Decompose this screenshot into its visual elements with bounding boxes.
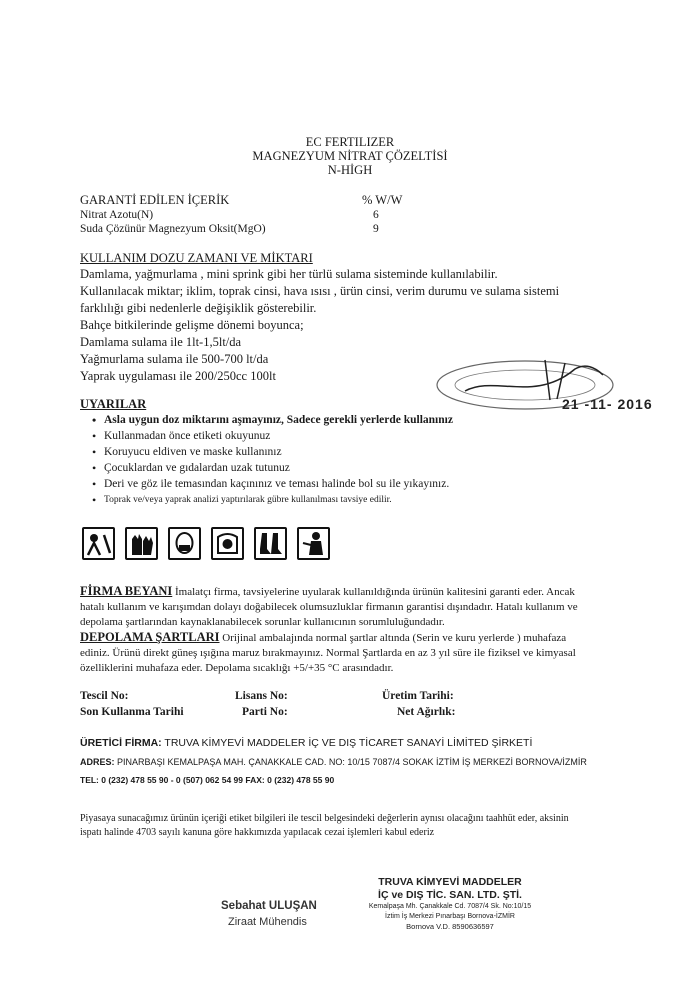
guarantee-row-name: Suda Çözünür Magnezyum Oksit(MgO)	[80, 223, 266, 235]
producer-address-label: ADRES:	[80, 757, 115, 767]
usage-line: Kullanılacak miktar; iklim, toprak cinsi, hava ısısı , ürün cinsi, verim durumu ve sulama sistemi	[80, 284, 560, 298]
warning-item: • Toprak ve/veya yaprak analizi yaptırılarak gübre kullanılması tavsiye edilir.	[80, 492, 453, 508]
product-variant: N-HİGH	[327, 163, 373, 177]
usage-line: Yağmurlama sulama ile 500-700 lt/da	[80, 352, 269, 366]
product-name: MAGNEZYUM NİTRAT ÇÖZELTİSİ	[252, 149, 448, 163]
net-weight-label: Net Ağırlık:	[397, 706, 456, 718]
guarantee-row-value: 9	[373, 223, 379, 235]
approval-stamp-date: 21 -11- 2016	[562, 396, 653, 412]
firm-statement	[80, 584, 640, 630]
guarantee-row-name: Nitrat Azotu(N)	[80, 209, 154, 221]
storage-text: Orijinal ambalajında normal şartlar altında (Serin ve kuru yerlerde ) muhafaza	[219, 632, 567, 644]
storage-line: özelliklerini muhafaza eder. Depolama sıcaklığı +5/+35 °C arasındadır.	[80, 662, 394, 674]
company-stamp	[360, 876, 540, 932]
usage-line: Damlama, yağmurlama , mini sprink gibi her türlü sulama sisteminde kullanılabilir.	[80, 267, 498, 281]
mask-icon	[168, 527, 201, 560]
firm-statement-line: hatalı kullanım ve karışımdan dolayı doğabilecek olumsuzluklar firmanın garantisi dışındadır. Hatalı kullanım ve	[80, 601, 578, 613]
storage-line: ediniz. Ürünü direkt güneş ışığına maruz bırakmayınız. Normal Şartlarda en az 3 yıl süre ile fiziksel ve kimyasal	[80, 647, 576, 659]
expiry-date-label: Son Kullanma Tarihi	[80, 706, 184, 718]
usage-line: Bahçe bitkilerinde gelişme dönemi boyunca;	[80, 318, 304, 332]
firm-statement-heading: FİRMA BEYANI	[80, 584, 173, 598]
protective-suit-icon	[297, 527, 330, 560]
usage-line: Yaprak uygulaması ile 200/250cc 100lt	[80, 369, 276, 383]
product-brand: EC FERTILIZER	[305, 135, 395, 149]
producer-name: TRUVA KİMYEVİ MADDELER İÇ VE DIŞ TİCARET SANAYİ LİMİTED ŞİRKETİ	[161, 737, 533, 749]
company-stamp-line: Kemalpaşa Mh. Çanakkale Cd. 7087/4 Sk. No:10/15	[368, 903, 532, 910]
warning-item: • Çocuklardan ve gıdalardan uzak tutunuz	[80, 460, 453, 476]
producer-phones: TEL: 0 (232) 478 55 90 - 0 (507) 062 54 99 FAX: 0 (232) 478 55 90	[80, 775, 335, 785]
warnings-list	[80, 412, 453, 508]
guarantee-heading: GARANTİ EDİLEN İÇERİK	[80, 193, 230, 207]
registry-number-label: Tescil No:	[80, 690, 129, 702]
producer-line	[80, 737, 532, 749]
company-stamp-line: İÇ ve DIŞ TİC. SAN. LTD. ŞTİ.	[378, 889, 522, 901]
company-stamp-line: TRUVA KİMYEVİ MADDELER	[378, 876, 522, 888]
usage-line: farklılığı gibi nedenlerle değişiklik gösterebilir.	[80, 301, 317, 315]
production-date-label: Üretim Tarihi:	[382, 690, 454, 702]
batch-number-label: Parti No:	[242, 706, 288, 718]
warnings-heading: UYARILAR	[80, 397, 147, 411]
disclaimer-line: Piyasaya sunacağımız ürünün içeriği etiket bilgileri ile tescil belgesindeki değerlerin aynısı olacağını taahhüt eder, aksinin	[80, 813, 569, 824]
storage-conditions	[80, 630, 640, 676]
warning-item: • Kullanmadan önce etiketi okuyunuz	[80, 428, 453, 444]
signatory-title: Ziraat Mühendis	[228, 916, 307, 928]
disclaimer-line: ispatı halinde 4703 sayılı kanuna göre hakkımızda yapılacak cezai işlemleri kabul ederiz	[80, 827, 435, 838]
keep-away-children-icon	[82, 527, 115, 560]
signatory-name: Sebahat ULUŞAN	[221, 900, 317, 912]
producer-address: PINARBAŞI KEMALPAŞA MAH. ÇANAKKALE CAD. NO: 10/15 7087/4 SOKAK İZTİM İŞ MERKEZİ BORNOVA/İZMİR	[114, 757, 587, 767]
usage-heading: KULLANIM DOZU ZAMANI VE MİKTARI	[80, 251, 313, 265]
boots-icon	[254, 527, 287, 560]
company-stamp-line: İztim İş Merkezi Pınarbaşı Bornova-İZMİR	[385, 913, 515, 920]
gloves-icon	[125, 527, 158, 560]
disclaimer	[80, 812, 569, 840]
producer-address-line	[80, 757, 587, 767]
warning-item: • Deri ve göz ile temasından kaçınınız ve teması halinde bol su ile yıkayınız.	[80, 476, 453, 492]
face-shield-icon	[211, 527, 244, 560]
firm-statement-line: depolama şartlarından kaynaklanabilecek sorunlar kullanıcının sorumluluğundadır.	[80, 616, 445, 628]
guarantee-unit-heading: % W/W	[362, 193, 403, 207]
warning-item: • Asla uygun doz miktarını aşmayınız, Sadece gerekli yerlerde kullanınız	[80, 412, 453, 428]
storage-heading: DEPOLAMA ŞARTLARI	[80, 630, 220, 644]
usage-line: Damlama sulama ile 1lt-1,5lt/da	[80, 335, 242, 349]
guarantee-row-value: 6	[373, 209, 379, 221]
company-stamp-line: Bornova V.D. 8590636597	[406, 922, 494, 931]
warning-item: • Koruyucu eldiven ve maske kullanınız	[80, 444, 453, 460]
producer-label: ÜRETİCİ FİRMA:	[80, 737, 162, 749]
firm-statement-text: İmalatçı firma, tavsiyelerine uyularak kullanıldığında ürünün kalitesini garanti eder. Ancak	[172, 586, 575, 598]
license-number-label: Lisans No:	[235, 690, 288, 702]
safety-pictograms	[82, 527, 336, 560]
